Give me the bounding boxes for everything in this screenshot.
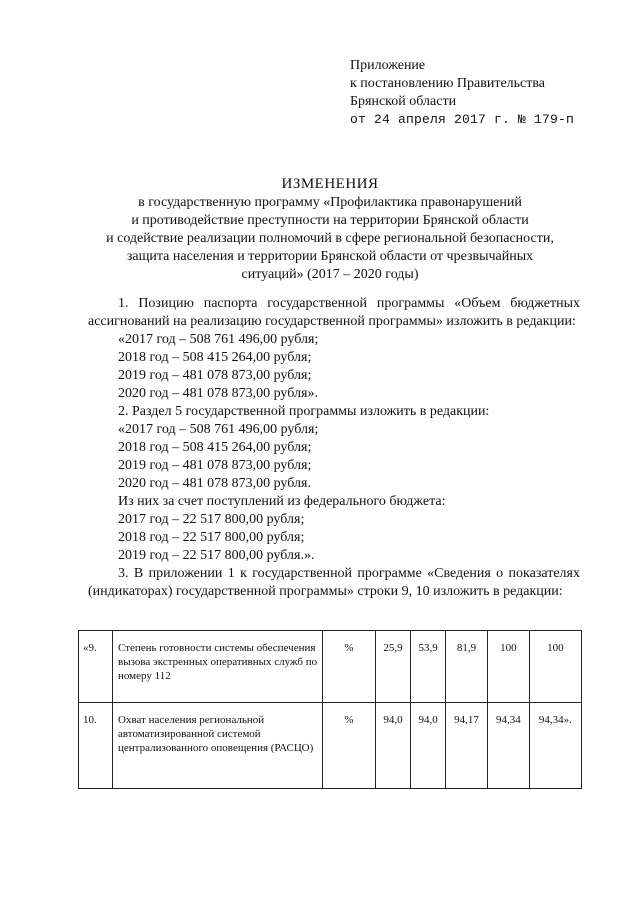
value-cell: 100 [529,631,581,703]
appendix-date: от 24 апреля 2017 г. № 179-п [350,112,575,127]
value-cell: 25,9 [376,631,411,703]
value-cell: 81,9 [446,631,488,703]
table-row [79,631,582,703]
value-cell: 94,34». [529,703,581,789]
title-heading: ИЗМЕНЕНИЯ [281,176,379,192]
document-body [88,295,580,601]
title-line: и противодействие преступности на территории Брянской области [131,213,529,228]
title-line: и содействие реализации полномочий в сфере региональной безопасности, [106,231,554,246]
value-cell: 53,9 [411,631,446,703]
value-cell: 94,0 [411,703,446,789]
budget-line: 2020 год – 481 078 873,00 рубля». [118,386,318,401]
item-1-paragraph: 1. Позицию паспорта государственной программы «Объем бюджетных ассигнований на реализацию государственной программы» изложить в редакции: [88,296,580,329]
budget-line: 2017 год – 22 517 800,00 рубля; [118,512,305,527]
appendix-title: Приложение [350,58,426,73]
document-title [60,175,600,284]
value-cell: 94,0 [376,703,411,789]
budget-line: «2017 год – 508 761 496,00 рубля; [118,332,319,347]
item-2-paragraph: 2. Раздел 5 государственной программы изложить в редакции: [118,404,490,419]
appendix-region-line: Брянской области [350,94,457,109]
item-3-paragraph: 3. В приложении 1 к государственной программе «Сведения о показателях (индикаторах) государственной программы» строки 9, 10 изложить в редакции: [88,566,580,599]
title-line: в государственную программу «Профилактика правонарушений [138,195,522,210]
row-number: «9. [79,631,113,703]
budget-line: 2018 год – 508 415 264,00 рубля; [118,350,312,365]
budget-line: 2018 год – 508 415 264,00 рубля; [118,440,312,455]
indicator-name: Степень готовности системы обеспечения вызова экстренных оперативных служб по номеру 112 [113,631,323,703]
value-cell: 94,34 [487,703,529,789]
budget-line: 2019 год – 22 517 800,00 рубля.». [118,548,315,563]
budget-line: 2019 год – 481 078 873,00 рубля; [118,458,312,473]
budget-line: «2017 год – 508 761 496,00 рубля; [118,422,319,437]
title-line: ситуаций» (2017 – 2020 годы) [241,267,419,282]
appendix-decree-line: к постановлению Правительства [350,76,546,91]
budget-line: 2019 год – 481 078 873,00 рубля; [118,368,312,383]
value-cell: 100 [487,631,529,703]
indicators-table [78,630,582,789]
value-cell: 94,17 [446,703,488,789]
row-number: 10. [79,703,113,789]
title-line: защита населения и территории Брянской области от чрезвычайных [126,249,534,264]
federal-budget-line: Из них за счет поступлений из федерального бюджета: [118,494,446,509]
table-row [79,703,582,789]
unit-cell: % [323,631,376,703]
budget-line: 2018 год – 22 517 800,00 рубля; [118,530,305,545]
appendix-header [350,57,574,129]
unit-cell: % [323,703,376,789]
indicator-name: Охват населения региональной автоматизированной системой централизованного оповещения (РАСЦО) [113,703,323,789]
budget-line: 2020 год – 481 078 873,00 рубля. [118,476,311,491]
